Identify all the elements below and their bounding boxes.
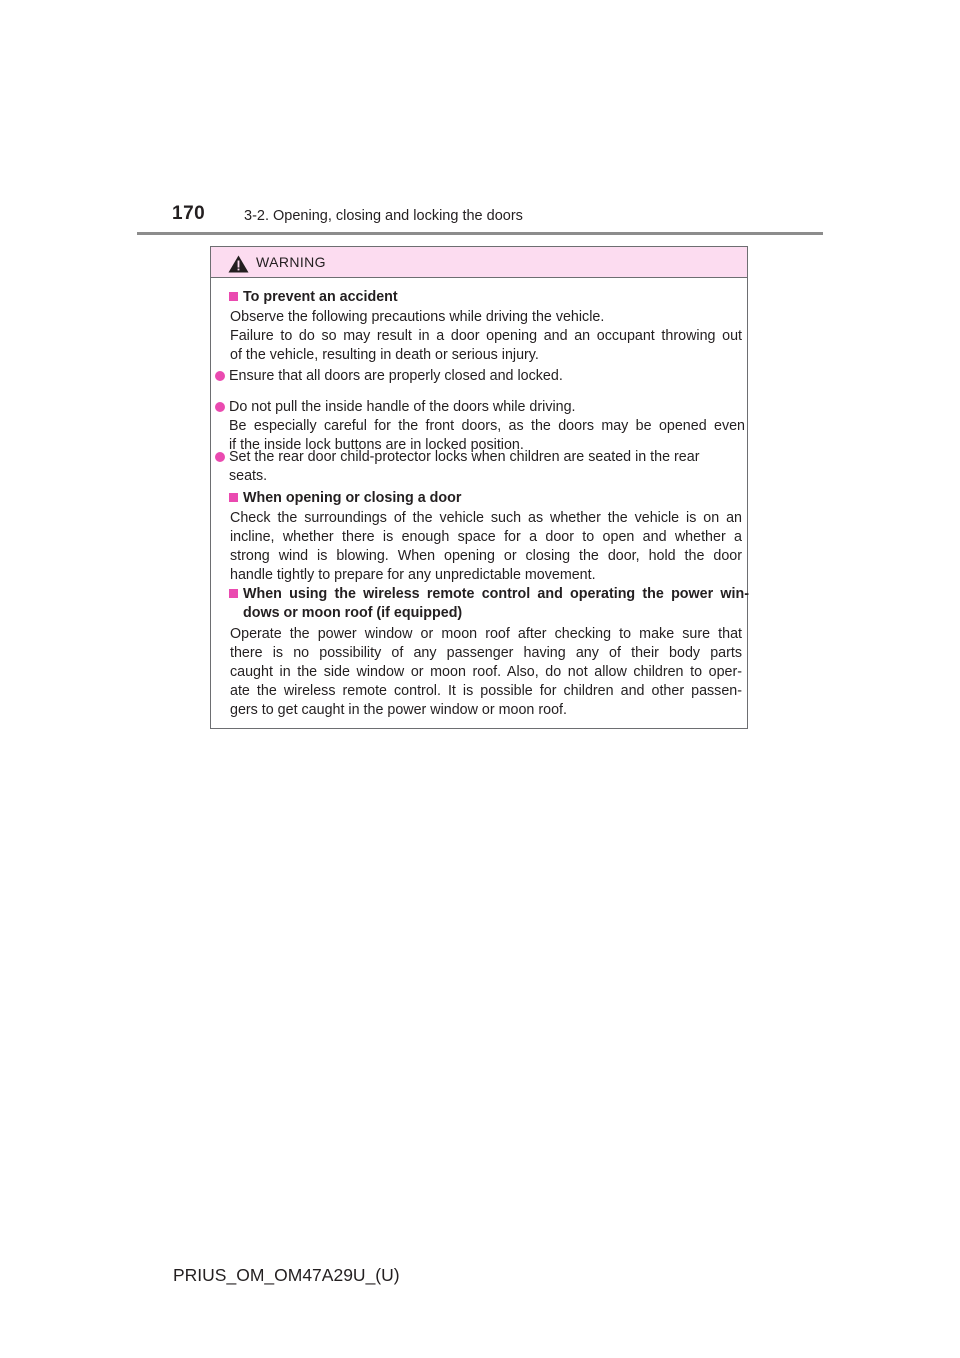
round-bullet-icon: [215, 402, 225, 412]
warning-label: WARNING: [256, 254, 326, 270]
round-bullet-icon: [215, 371, 225, 381]
list-item-continuation: Be especially careful for the front doors, as the doors may be opened even if the inside lock buttons are in locked position.: [229, 418, 745, 453]
list-item: Do not pull the inside handle of the doors while driving.: [215, 398, 743, 417]
paragraph-door: Check the surroundings of the vehicle such as whether the vehicle is on an incline, whether there is enough space for a door to open and whether a strong wind is blowing. When opening or closing the door, hold the door handle tightly to prepare for any unpredictable movement.: [230, 510, 742, 583]
page-number: 170: [172, 203, 206, 224]
square-bullet-icon: [229, 493, 238, 502]
warning-box: [210, 246, 748, 729]
list-item: Set the rear door child-protector locks when children are seated in the rear: [215, 448, 743, 467]
paragraph-accident: Observe the following precautions while driving the vehicle. Failure to do so may result in a door opening and an occupant throwing out of the vehicle, resulting in death or serious injury.: [230, 309, 742, 363]
header-rule: [137, 232, 823, 235]
section-heading-door: When opening or closing a door: [229, 489, 749, 508]
document-code-footer: PRIUS_OM_OM47A29U_(U): [173, 1265, 400, 1285]
section-heading-remote: When using the wireless remote control and operating the power win- dows or moon roof (if equipped): [229, 585, 749, 623]
list-item: Ensure that all doors are properly closed and locked.: [215, 367, 743, 386]
square-bullet-icon: [229, 292, 238, 301]
list-item-continuation: seats.: [229, 468, 268, 484]
round-bullet-icon: [215, 452, 225, 462]
warning-triangle-icon: [228, 255, 249, 273]
square-bullet-icon: [229, 589, 238, 598]
section-heading-accident: To prevent an accident: [229, 288, 749, 307]
section-title: 3-2. Opening, closing and locking the doors: [244, 208, 523, 224]
page-header: [0, 0, 960, 240]
paragraph-remote: Operate the power window or moon roof after checking to make sure that there is no possibility of any passenger having any of their body parts caught in the side window or moon roof. Also, do not allow children to oper- ate the wireless remote control. It is possible for children and other passen- gers to get caught in the power window or moon roof.: [230, 626, 742, 718]
warning-header: [211, 247, 747, 278]
